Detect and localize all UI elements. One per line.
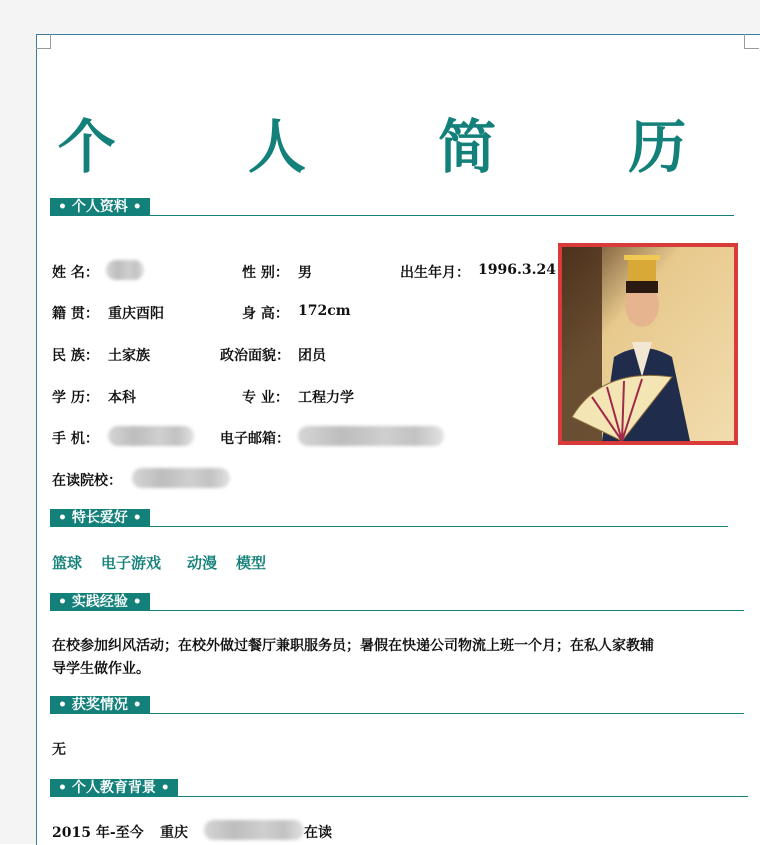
ethnicity-label: 民 族： [52,348,99,364]
school-label: 在读院校： [52,473,122,489]
hobby-item: 模型 [236,554,267,572]
height-value: 172cm [298,303,351,319]
portrait-image [562,247,734,441]
education-city: 重庆 [160,825,188,841]
section-tag: • 个人资料 • [50,198,150,216]
origin-value: 重庆酉阳 [108,306,164,322]
school-name-redacted [204,820,304,840]
origin-label: 籍 贯： [52,306,99,322]
email-label: 电子邮箱： [220,431,290,447]
section-rule [50,610,744,611]
education-status: 在读 [304,825,332,841]
practice-text-cont: 导学生做作业。 [52,661,150,677]
birth-value: 1996.3.24 [478,262,556,278]
education-period: 2015 年-至今 [52,825,144,841]
hobby-item: 篮球 [52,554,83,572]
phone-redacted [108,426,194,446]
ethnicity-value: 土家族 [108,348,150,364]
school-redacted [132,468,230,488]
page-title: 个 人 简 历 [57,113,743,181]
email-redacted [298,426,444,446]
education-value: 本科 [108,390,136,406]
section-rule [50,796,748,797]
practice-text: 在校参加纠风活动；在校外做过餐厅兼职服务员；暑假在快递公司物流上班一个月；在私人家教辅 [52,638,654,654]
name-label: 姓 名： [52,265,99,281]
political-label: 政治面貌： [220,348,290,364]
section-tag: • 实践经验 • [50,593,150,611]
page-corner-mark [744,34,759,49]
gender-value: 男 [298,265,312,281]
major-value: 工程力学 [298,390,354,406]
political-value: 团员 [298,348,326,364]
section-rule [50,526,728,527]
page-corner-mark [36,34,51,49]
profile-photo [558,243,738,445]
height-label: 身 高： [242,306,289,322]
section-tag: • 获奖情况 • [50,696,150,714]
awards-text: 无 [52,742,66,758]
section-rule [50,215,734,216]
major-label: 专 业： [242,390,289,406]
section-rule [50,713,744,714]
section-tag: • 个人教育背景 • [50,779,178,797]
phone-label: 手 机： [52,431,99,447]
hobby-item: 动漫 [187,554,218,572]
name-redacted [106,260,144,280]
birth-label: 出生年月： [400,265,470,281]
gender-label: 性 别： [242,265,289,281]
hobby-item: 电子游戏 [101,554,162,572]
section-tag: • 特长爱好 • [50,509,150,527]
education-label: 学 历： [52,390,99,406]
